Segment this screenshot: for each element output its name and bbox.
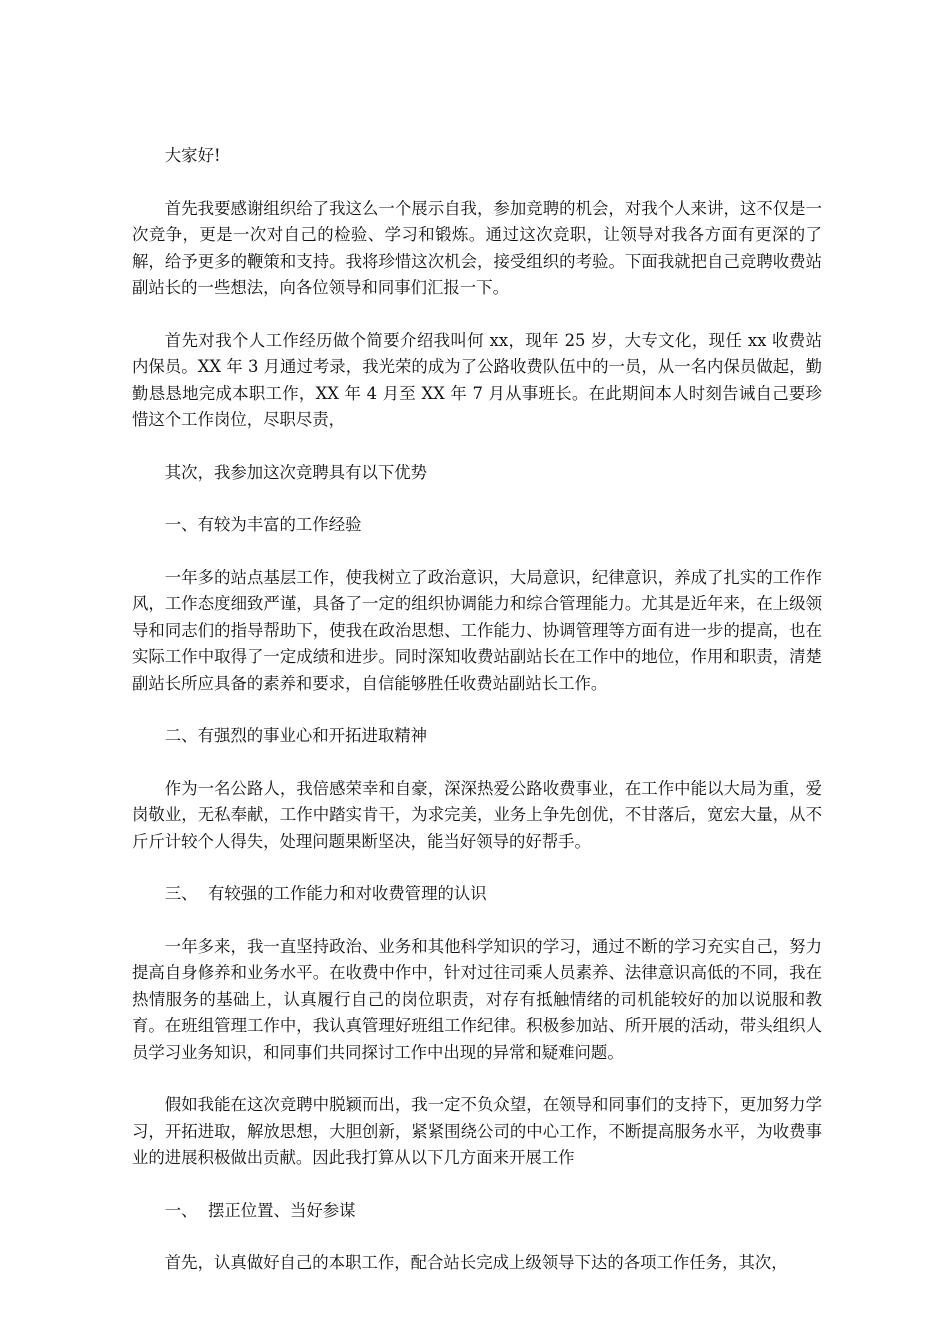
paragraph: 一年多来，我一直坚持政治、业务和其他科学知识的学习，通过不断的学习充实自己，努力提高自身修养和业务水平。在收费中作中，针对过往司乘人员素养、法律意识高低的不同，我在热情服务的基础上，认真履行自己的岗位职责，对存有抵触情绪的司机能较好的加以说服和教育。在班组管理工作中，我认真管理好班组工作纪律。积极参加站、所开展的活动，带头组织人员学习业务知识，和同事们共同探讨工作中出现的异常和疑难问题。 [132,936,822,1062]
paragraph: 一年多的站点基层工作，使我树立了政治意识，大局意识，纪律意识，养成了扎实的工作作风，工作态度细致严谨，具备了一定的组织协调能力和综合管理能力。尤其是近年来，在上级领导和同志们的指导帮助下，使我在政治思想、工作能力、协调管理等方面有进一步的提高，也在实际工作中取得了一定成绩和进步。同时深知收费站副站长在工作中的地位，作用和职责，清楚副站长所应具备的素养和要求，自信能够胜任收费站副站长工作。 [132,567,822,693]
greeting: 大家好! [164,146,221,165]
paragraph: 首先，认真做好自己的本职工作，配合站长完成上级领导下达的各项工作任务，其次， [164,1253,788,1272]
section-heading: 一、有较为丰富的工作经验 [164,515,362,534]
paragraph: 首先我要感谢组织给了我这么一个展示自我，参加竞聘的机会，对我个人来讲，这不仅是一次竞争，更是一次对自己的检验、学习和锻炼。通过这次竞职，让领导对我各方面有更深的了解，给予更多的鞭策和支持。我将珍惜这次机会，接受组织的考验。下面我就把自己竞聘收费站副站长的一些想法，向各位领导和同事们汇报一下。 [132,198,822,297]
section-heading: 三、 有较强的工作能力和对收费管理的认识 [164,884,487,903]
document-body [132,143,822,1303]
paragraph: 假如我能在这次竞聘中脱颖而出，我一定不负众望，在领导和同事们的支持下，更加努力学习，开拓进取，解放思想，大胆创新，紧紧围绕公司的中心工作，不断提高服务水平，为收费事业的进展积极做出贡献。因此我打算从以下几方面来开展工作 [132,1095,822,1167]
section-heading: 二、有强烈的事业心和开拓进取精神 [164,726,428,745]
paragraph: 首先对我个人工作经历做个简要介绍我叫何 xx，现年 25 岁，大专文化，现任 xx 收费站内保员。XX 年 3 月通过考录，我光荣的成为了公路收费队伍中的一员，从一名内保员做起，勤勤恳恳地完成本职工作，XX 年 4 月至 XX 年 7 月从事班长。在此期间本人时刻告诫自己要珍惜这个工作岗位，尽职尽责， [132,330,822,429]
paragraph: 作为一名公路人，我倍感荣幸和自豪，深深热爱公路收费事业，在工作中能以大局为重，爱岗敬业，无私奉献，工作中踏实肯干，为求完美，业务上争先创优，不甘落后，宽宏大量，从不斤斤计较个人得失，处理问题果断坚决，能当好领导的好帮手。 [132,778,822,851]
section-intro: 其次，我参加这次竞聘具有以下优势 [164,462,428,482]
section-heading: 一、 摆正位置、当好参谋 [164,1200,356,1220]
